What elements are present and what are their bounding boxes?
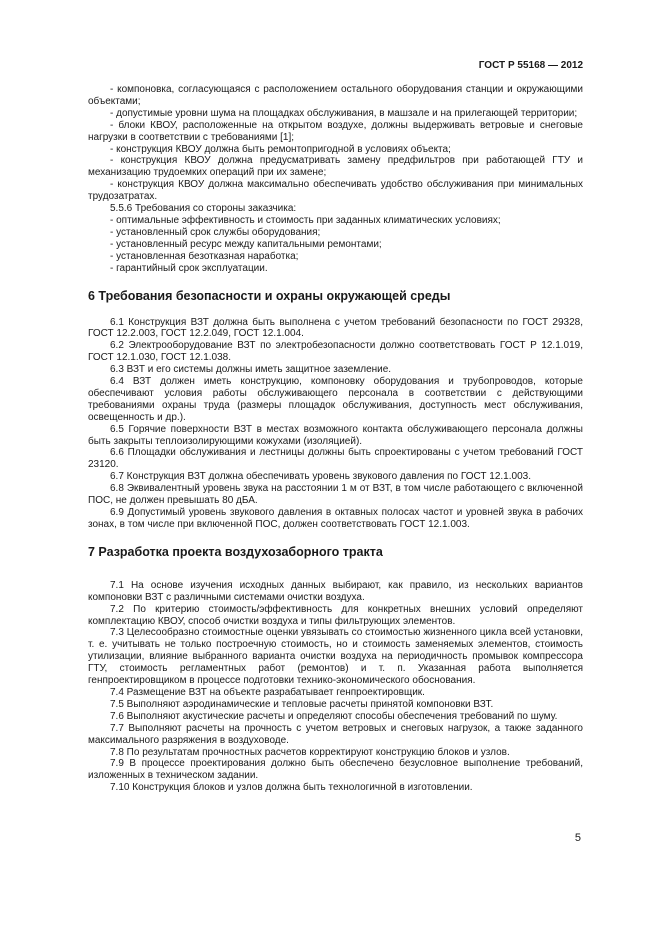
page-content — [88, 62, 583, 794]
list-item: - установленный срок службы оборудования; — [110, 226, 321, 238]
paragraph: 6.8 Эквивалентный уровень звука на расстоянии 1 м от ВЗТ, в том числе работающего с включенной ПОС, не должен превышать 80 дБА. — [88, 483, 583, 507]
clause-heading: 5.5.6 Требования со стороны заказчика: — [110, 203, 297, 215]
paragraph: 6.4 ВЗТ должен иметь конструкцию, компоновку оборудования и трубопроводов, которые обеспечивают условия работы обслуживающего персонала в соответствии с действующими требованиями охраны труда (размеры площадок обслуживания, доступность мест обслуживания, освещенность и др.). — [88, 376, 583, 423]
list-item: - оптимальные эффективность и стоимость при заданных климатических условиях; — [110, 214, 501, 226]
paragraph: 7.4 Размещение ВЗТ на объекте разрабатывает генпроектировщик. — [110, 686, 425, 698]
paragraph: 7.2 По критерию стоимость/эффективность для конкретных внешних условий определяют комплектацию КВОУ, способ очистки воздуха и типы фильтрующих элементов. — [88, 603, 583, 627]
paragraph: 6.7 Конструкция ВЗТ должна обеспечивать уровень звукового давления по ГОСТ 12.1.003. — [110, 471, 531, 483]
paragraph: 6.2 Электрооборудование ВЗТ по электробезопасности должно соответствовать ГОСТ Р 12.1.019, ГОСТ 12.1.030, ГОСТ 12.1.038. — [88, 340, 583, 364]
list-item: - блоки КВОУ, расположенные на открытом воздухе, должны выдерживать ветровые и снеговые нагрузки в соответствии с требованиями [1]; — [88, 119, 583, 143]
document-number: ГОСТ Р 55168 — 2012 — [478, 60, 583, 71]
section-6-heading: 6 Требования безопасности и охраны окружающей среды — [88, 288, 451, 303]
paragraph: 7.6 Выполняют акустические расчеты и определяют способы обеспечения требований по шуму. — [110, 710, 558, 722]
list-item: - установленная безотказная наработка; — [110, 250, 299, 262]
section-6-body — [88, 317, 583, 531]
intro-list — [88, 84, 583, 203]
paragraph: 7.10 Конструкция блоков и узлов должна быть технологичной в изготовлении. — [110, 782, 473, 794]
paragraph: 7.3 Целесообразно стоимостные оценки увязывать со стоимостью жизненного цикла всей установки, т. е. учитывать не только построечную стоимость, но и стоимость заменяемых элементов, стоимость утилизации, влияние выбранного варианта очистки воздуха на периодичность промывок компрессора ГТУ, стоимость регламентных работ (ремонтов) и т. п. Указанная работа выполняется генпроектировщиком в процессе подготовки технико-экономического обоснования. — [88, 627, 583, 687]
list-item: - допустимые уровни шума на площадках обслуживания, в машзале и на прилегающей территории; — [110, 107, 578, 119]
paragraph: 6.3 ВЗТ и его системы должны иметь защитное заземление. — [110, 364, 392, 376]
paragraph: 6.9 Допустимый уровень звукового давления в октавных полосах частот и уровней звука в рабочих зонах, в том числе при включенной ПОС, должен соответствовать ГОСТ 12.1.003. — [88, 507, 583, 530]
list-item: - конструкция КВОУ должна предусматривать замену предфильтров при работающей ГТУ и механизацию трудоемких операций при их замене; — [88, 155, 583, 179]
customer-requirements-list — [88, 215, 583, 275]
section-7-heading: 7 Разработка проекта воздухозаборного тракта — [88, 544, 383, 559]
paragraph: 6.6 Площадки обслуживания и лестницы должны быть спроектированы с учетом требований ГОСТ 23120. — [88, 447, 583, 471]
list-item: - компоновка, согласующаяся с расположением остального оборудования станции и окружающими объектами; — [88, 84, 583, 107]
paragraph: 7.8 По результатам прочностных расчетов корректируют конструкцию блоков и узлов. — [110, 746, 510, 758]
page-number: 5 — [574, 832, 581, 844]
paragraph: 6.5 Горячие поверхности ВЗТ в местах возможного контакта обслуживающего персонала должны быть закрыты теплоизолирующими кожухами (изоляцией). — [88, 423, 583, 447]
paragraph: 6.1 Конструкция ВЗТ должна быть выполнена с учетом требований безопасности по ГОСТ 29328, ГОСТ 12.2.003, ГОСТ 12.2.049, ГОСТ 12.1.004. — [88, 316, 583, 340]
paragraph: 7.1 На основе изучения исходных данных выбирают, как правило, из нескольких вариантов компоновки ВЗТ с различными системами очистки воздуха. — [88, 579, 583, 603]
list-item: - установленный ресурс между капитальными ремонтами; — [110, 238, 382, 250]
list-item: - конструкция КВОУ должна максимально обеспечивать удобство обслуживания при минимальных трудозатратах. — [88, 179, 583, 203]
list-item: - конструкция КВОУ должна быть ремонтопригодной в условиях объекта; — [110, 143, 451, 155]
paragraph: 7.7 Выполняют расчеты на прочность с учетом ветровых и снеговых нагрузок, а также заданного максимального разряжения в воздуховоде. — [88, 722, 583, 746]
section-7-body — [88, 580, 583, 794]
paragraph: 7.5 Выполняют аэродинамические и тепловые расчеты принятой компоновки ВЗТ. — [110, 698, 494, 710]
list-item: - гарантийный срок эксплуатации. — [110, 262, 268, 274]
paragraph: 7.9 В процессе проектирования должно быть обеспечено безусловное выполнение требований, изложенных в техническом задании. — [88, 758, 583, 782]
